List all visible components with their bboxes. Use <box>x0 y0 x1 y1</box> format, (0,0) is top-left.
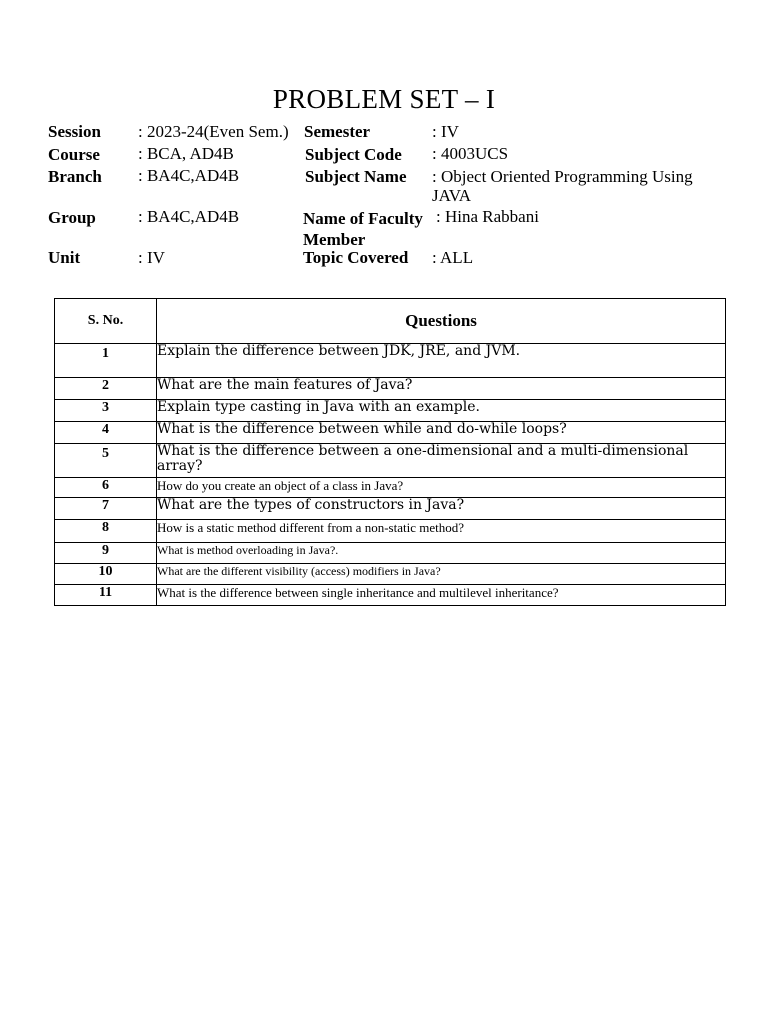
table-row <box>55 422 726 444</box>
row-number: 8 <box>55 520 157 543</box>
row-number: 11 <box>55 585 157 606</box>
question-text: What is the difference between a one-dimensional and a multi-dimensional array? <box>157 444 726 478</box>
row-number: 6 <box>55 478 157 498</box>
question-text: What is the difference between while and do-while loops? <box>157 422 726 444</box>
questions-table <box>54 298 726 606</box>
table-row <box>55 478 726 498</box>
row-number: 2 <box>55 378 157 400</box>
table-row <box>55 543 726 564</box>
question-text: What are the types of constructors in Java? <box>157 498 726 520</box>
table-row <box>55 444 726 478</box>
column-header-questions: Questions <box>157 299 726 344</box>
session-value: : 2023-24(Even Sem.) <box>138 122 289 141</box>
question-text: What is method overloading in Java?. <box>157 543 726 564</box>
question-text: Explain the difference between JDK, JRE, and JVM. <box>157 344 726 378</box>
semester-value: : IV <box>432 122 459 141</box>
row-number: 3 <box>55 400 157 422</box>
group-value: : BA4C,AD4B <box>138 207 240 226</box>
topic-value: : ALL <box>432 248 474 267</box>
subject-name-value: : Object Oriented Programming Using JAVA <box>432 167 693 205</box>
table-row <box>55 585 726 606</box>
group-label: Group <box>48 208 96 227</box>
subject-code-label: Subject Code <box>305 145 402 164</box>
semester-label: Semester <box>304 122 371 141</box>
topic-label: Topic Covered <box>303 248 409 267</box>
branch-label: Branch <box>48 167 102 186</box>
question-text: How is a static method different from a non-static method? <box>157 520 726 543</box>
session-label: Session <box>48 122 101 141</box>
page-title: PROBLEM SET – I <box>272 84 496 114</box>
faculty-label: Name of Faculty Member <box>303 209 423 249</box>
question-text: What are the main features of Java? <box>157 378 726 400</box>
row-number: 4 <box>55 422 157 444</box>
table-row <box>55 564 726 585</box>
course-value: : BCA, AD4B <box>138 144 234 163</box>
row-number: 1 <box>55 344 157 378</box>
row-number: 10 <box>55 564 157 585</box>
row-number: 9 <box>55 543 157 564</box>
table-header-row <box>55 299 726 344</box>
table-row <box>55 344 726 378</box>
question-text: What are the different visibility (access) modifiers in Java? <box>157 564 726 585</box>
table-row <box>55 400 726 422</box>
subject-name-label: Subject Name <box>305 167 407 186</box>
unit-label: Unit <box>48 248 81 267</box>
question-text: Explain type casting in Java with an example. <box>157 400 726 422</box>
question-text: How do you create an object of a class in Java? <box>157 478 726 498</box>
row-number: 5 <box>55 444 157 478</box>
unit-value: : IV <box>138 248 165 267</box>
table-row <box>55 378 726 400</box>
column-header-sno: S. No. <box>55 299 157 344</box>
row-number: 7 <box>55 498 157 520</box>
question-text: What is the difference between single inheritance and multilevel inheritance? <box>157 585 726 606</box>
table-row <box>55 520 726 543</box>
subject-code-value: : 4003UCS <box>432 144 509 163</box>
table-row <box>55 498 726 520</box>
branch-value: : BA4C,AD4B <box>138 166 240 185</box>
course-label: Course <box>48 145 100 164</box>
faculty-value: : Hina Rabbani <box>436 207 539 226</box>
